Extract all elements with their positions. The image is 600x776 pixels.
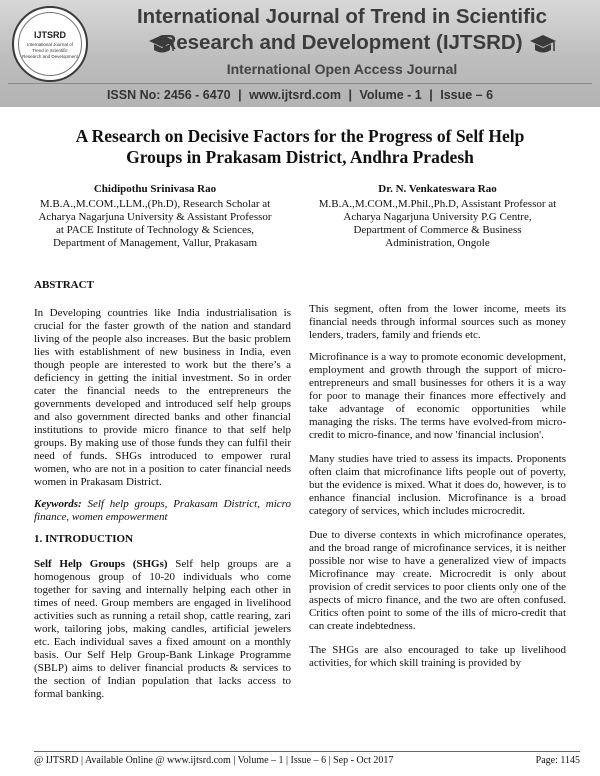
journal-logo — [12, 6, 88, 82]
author-affiliation: Department of Commerce & Business — [353, 224, 522, 236]
keywords — [34, 498, 291, 524]
paper-title: A Research on Decisive Factors for the Progress of Self Help Groups in Prakasam District, Andhra Pradesh — [75, 126, 525, 167]
intro-text: Self help groups are a homogenous group of 10-20 individuals who come together for saving and internally helping each other in times of need. Group members are engaged in livelihood activities such as running a retail shop, cattle rearing, zari work, tailoring jobs, making candles, artificial jewelers etc. Each individual saves a fixed amount on a monthly basis. Our Self Help Group-Bank Linkage Programme (SBLP) aims to deliver financial products & services to the section of Indian population that lacks access to formal banking. — [34, 558, 291, 700]
author-affiliation: Administration, Ongole — [385, 237, 490, 249]
journal-title-line2: Research and Development (IJTSRD) — [161, 31, 523, 54]
keywords-text: Self help groups, Prakasam District, micro finance, women empowerment — [34, 498, 292, 523]
left-column — [34, 279, 291, 710]
author-block — [305, 183, 570, 250]
author-affiliation: Acharya Nagarjuna University & Assistant Professor — [38, 211, 272, 223]
journal-header — [0, 0, 600, 107]
author-name: Dr. N. Venkateswara Rao — [378, 183, 497, 195]
intro-lead: Self Help Groups (SHGs) — [34, 558, 168, 570]
journal-title-line1: International Journal of Trend in Scientific — [136, 5, 548, 28]
logo-acronym: IJTSRD — [33, 30, 66, 40]
page-footer — [34, 755, 580, 766]
page-number: Page: 1145 — [535, 755, 580, 766]
keywords-label: Keywords: — [34, 498, 82, 510]
author-affiliation: Department of Management, Vallur, Prakasam — [52, 237, 257, 249]
body-paragraph: Due to diverse contexts in which microfinance operates, and the broad range of microfinance services, it is neither possible nor wise to have a generalized view of impacts Microfinance may create. Microcredit is only about provision of credit services to poor clients only one of the aspects of micro finance, and the two are often confused. Critics often point to some of the ills of micro-credit that can create indebtedness. — [309, 529, 566, 632]
journal-subtitle: International Open Access Journal — [226, 61, 458, 77]
journal-website-link[interactable]: www.ijtsrd.com — [249, 88, 341, 102]
author-affiliation: at PACE Institute of Technology & Sciences, — [55, 224, 255, 236]
footer-text: @ IJTSRD | Available Online @ www.ijtsrd.com | Volume – 1 | Issue – 6 | Sep - Oct 2017 — [34, 755, 394, 766]
body-paragraph: This segment, often from the lower income, meets its financial needs through informal sources such as money lenders, traders, family and friends etc. — [309, 303, 566, 341]
abstract-heading: ABSTRACT — [34, 279, 94, 291]
body-paragraph: Microfinance is a way to promote economic development, employment and growth through the support of micro-entrepreneurs and small businesses for others it is a way for poor to manage their finances more effectively and take advantage of economic opportunities while managing the risks. The terms have evolved-from micro-credit to micro-finance, and now 'financial inclusion'. — [309, 351, 566, 441]
author-affiliation: M.B.A.,M.COM.,M.Phil.,Ph.D, Assistant Professor at — [318, 198, 557, 210]
volume: Volume - 1 — [359, 88, 422, 102]
author-affiliation: M.B.A.,M.COM.,LLM.,(Ph.D), Research Scholar at — [39, 198, 271, 210]
abstract-text: In Developing countries like India industrialisation is crucial for the faster growth of the nation and standard living of the people also increases. But the basic problem lies with establishment of new business in India, even though people are interested to work but the there’s a deficiency in getting the initial investment. So in order cater the financial needs to the entrepreneurs the governments developed and introduced self help groups and also government directed banks and other financial institutions to provide micro finance to that self help groups. By making use of those funds they can fulfil their need of funds. SHGs introduced to empower rural women, who are not in a position to cater financial needs women in Prakasam District. — [34, 307, 291, 488]
body-paragraph: The SHGs are also encouraged to take up livelihood activities, for which skill training is provided by — [309, 644, 566, 669]
footer-divider — [34, 751, 580, 752]
author-affiliation: Acharya Nagarjuna University P.G Centre, — [343, 211, 532, 223]
issn: ISSN No: 2456 - 6470 — [106, 88, 231, 102]
author-block — [30, 183, 280, 250]
logo-text: International Journal of Trend in Scientific Research and Development — [22, 42, 78, 59]
intro-paragraph — [34, 558, 291, 701]
author-name: Chidipothu Srinivasa Rao — [93, 183, 217, 195]
section-heading: 1. INTRODUCTION — [34, 533, 134, 545]
issn-line: ISSN No: 2456 - 6470 | www.ijtsrd.com | Volume - 1 | Issue – 6 — [106, 88, 494, 102]
header-divider — [8, 83, 592, 84]
right-column — [309, 303, 566, 679]
issue: Issue – 6 — [440, 88, 494, 102]
body-paragraph: Many studies have tried to assess its impacts. Proponents often claim that microfinance lifts people out of poverty, but the evidence is mixed. What it does do, however, is to enhance financial inclusion. Microfinance is a broad category of services, which includes microcredit. — [309, 453, 566, 517]
